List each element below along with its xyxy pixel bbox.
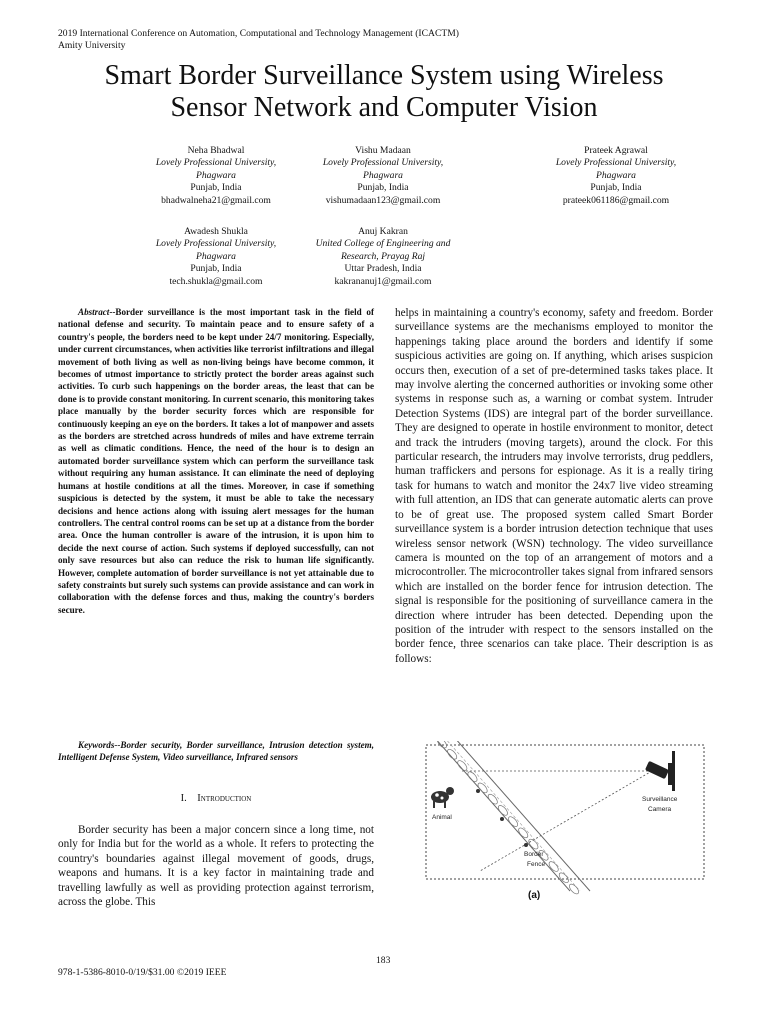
abstract-lead: Abstract [78,307,110,317]
section-heading [58,793,374,804]
author-location: Punjab, India [357,182,409,194]
author-location: Punjab, India [190,182,242,194]
abstract [58,306,374,616]
footer-copyright: 978-1-5386-8010-0/19/$31.00 ©2019 IEEE [58,967,227,978]
author-name: Prateek Agrawal [584,145,648,156]
section-title: Introduction [197,793,252,804]
border-scenario-diagram [420,741,710,906]
author-block [273,226,493,288]
author-affiliation-city: Phagwara [363,169,403,181]
author-affiliation-city: Phagwara [196,250,236,262]
author-email[interactable]: bhadwalneha21@gmail.com [161,194,271,206]
right-column-text: helps in maintaining a country's economy, safety and freedom. Border surveillance systems are the mechanisms employed to monitor the happenings taking place around the borders and identify if some suspicious activities are going on. If anything, which arises suspicion occurs then, execution of a set of pre-determined tasks takes place. It may involve alerting the concerned authorities or invoking some other systems in response such as, a warning or combat system. Intruder Detection Systems (IDS) are integral part of the border surveillance. They are designed to operate in hostile environment to monitor, detect and track the intruders (moving targets), around the clock. For this particular research, the intruders may involve terrorists, drug peddlers, human traffickers and persons for espionage. As it is a really tiring task for humans to watch and monitor the 24x7 live video streaming with full attention, an IDS that can generate automatic alerts can prove to be of great use. The proposed system called Smart Border surveillance system is a border intrusion detection technique that uses wireless sensor network (WSN) technology. The video surveillance camera is mounted on the top of an arrangement of motors and a microcontroller. The microcontroller takes signal from infrared sensors which are installed on the border fence for intrusion detection. The signal is responsible for the positioning of surveillance camera in the direction where intruder has been detected. Depending upon the position of the intruder with respect to the sensors installed on the border fence, three scenarios can take place. Their description is as follows: [395,307,713,665]
figure-a [420,741,710,906]
fence-coil [456,759,468,772]
fence-label: Border [524,851,544,858]
author-block [273,145,493,207]
author-name: Neha Bhadwal [187,145,245,156]
author-name: Anuj Kakran [358,226,408,237]
author-email[interactable]: prateek061186@gmail.com [562,194,670,206]
sensor-dot [500,817,504,821]
fence-label: Fence [527,861,546,868]
figure-caption: (a) [528,890,541,901]
author-affiliation-city: Phagwara [196,169,236,181]
section-number: I. [180,793,187,804]
author-location: Punjab, India [190,263,242,275]
page-number: 183 [376,955,391,966]
camera-icon [645,751,675,791]
author-affiliation: Lovely Professional University, [555,157,677,169]
conference-venue: Amity University [58,40,126,51]
author-affiliation: Lovely Professional University, [155,157,277,169]
author-affiliation-city: Phagwara [596,169,636,181]
author-location: Punjab, India [590,182,642,194]
paper-title [40,60,728,124]
fence-line [454,741,590,891]
author-affiliation-city: Research, Prayag Raj [340,250,426,262]
abstract-text: --Border surveillance is the most important task in the field of national defense and security. To maintain peace and to ensure safety of a country's people, the borders need to be kept under 24/7 monitoring. Especially, under current circumstances, when activities like terrorist infiltrations and illegal movement of both living as well as non-living beings have become common, it becomes of utmost importance to strictly protect the border areas against such activities. To curb such happenings on the border areas, the least that can be done is to provide constant monitoring. In current scenario, this monitoring takes place manually by the border security forces which are responsible for continuously keeping an eye on the borders. It takes a lot of manpower and assets as the borders are stretched across hundreds of miles and have extreme terrain as well as climatic conditions. Hence, the need of the hour is to design an automated border surveillance system which can perform the surveillance task without requiring any human assistance. It can eliminate the need of deploying humans at hostile conditions at all the times. Moreover, in case if something suspicious is detected by the system, it must be able to take the necessary decisions and hence actions along with issuing alert messages for the human controllers. The central control rooms can be set up at a distance from the border area. Once the human controller is aware of the intrusion, it is upon him to decide the next course of action. Such systems if deployed successfully, can not only save resources but also can reduce the risk to human life significantly. However, complete automation of border surveillance is not yet attainable due to safety constraints but surely such systems can provide assistance and can work in collaboration with the defense forces and thus, making the country's borders secure. [58,307,374,615]
fence-line [434,741,570,891]
author-email[interactable]: vishumadaan123@gmail.com [325,194,441,206]
keywords: Keywords--Border security, Border surveillance, Intrusion detection system, Intelligent Defense System, Video surveillance, Infrared sensors [58,740,374,763]
title-line-1: Smart Border Surveillance System using Wireless [104,60,664,91]
author-location: Uttar Pradesh, India [344,263,422,275]
camera-label: Surveillance [642,796,678,803]
animal-icon [431,787,454,808]
conference-name: 2019 International Conference on Automation, Computational and Technology Management (ICACTM) [58,28,459,39]
introduction-text: Border security has been a major concern since a long time, not only for India but for the world as a whole. It refers to protecting the country's boundaries against illegal movement of goods, drugs, weapons and humans. It is a key factor in maintaining trade and travelling lawfully as well as providing protection against terrorism, across the globe. This [58,824,374,909]
author-name: Awadesh Shukla [184,226,248,237]
title-line-2: Sensor Network and Computer Vision [170,92,598,123]
conference-header [58,28,459,52]
sensor-dot [476,789,480,793]
author-email[interactable]: tech.shukla@gmail.com [169,275,263,287]
animal-label: Animal [432,814,452,821]
author-email[interactable]: kakrananuj1@gmail.com [334,275,432,287]
fence-coil [446,748,458,761]
author-name: Vishu Madaan [355,145,411,156]
camera-beam [480,771,652,871]
author-block [506,145,726,207]
author-affiliation: Lovely Professional University, [322,157,444,169]
author-affiliation: Lovely Professional University, [155,238,277,250]
author-affiliation: United College of Engineering and [315,238,451,250]
sensor-dot [524,843,528,847]
camera-label: Camera [648,806,672,813]
